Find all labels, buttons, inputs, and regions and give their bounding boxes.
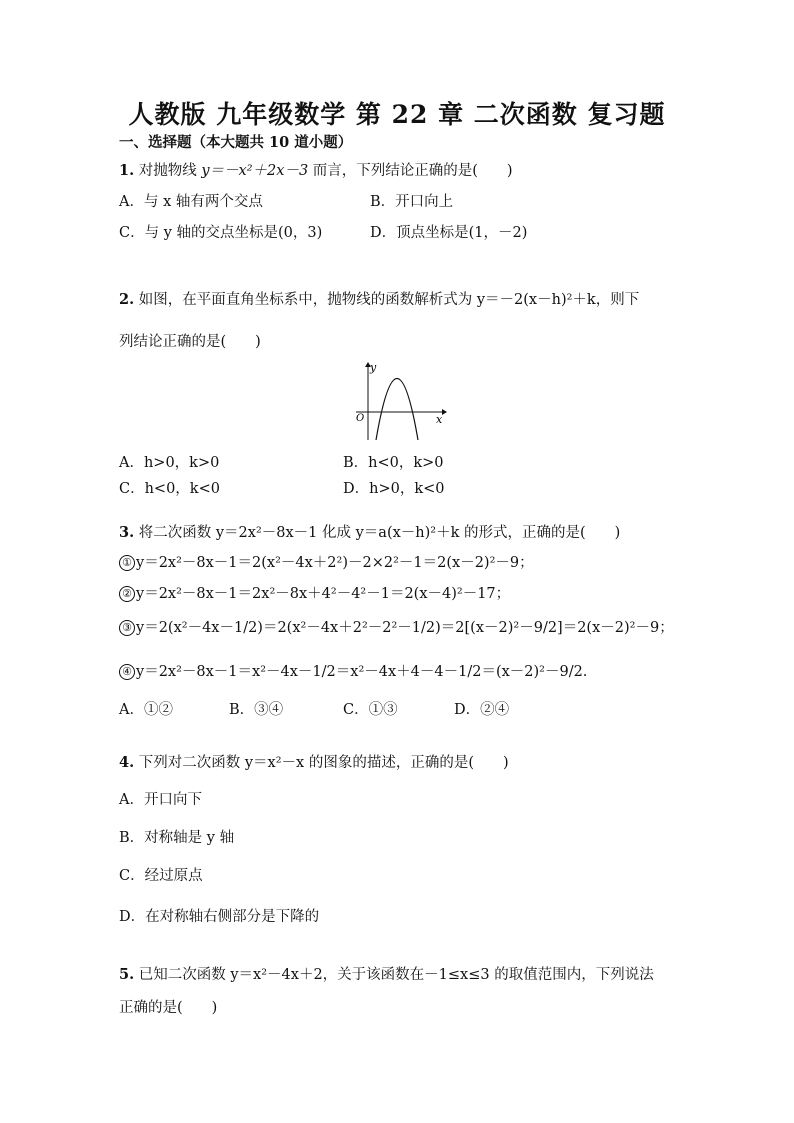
graph-origin-label: O: [356, 413, 365, 424]
q3-stem: [119, 521, 620, 542]
q1-option-d: D．顶点坐标是(1，－2): [370, 225, 528, 241]
q3-line-4: y＝2x²－8x－1＝x²－4x－1/2＝x²－4x＋4－4－1/2＝(x－2)²－9/2.: [136, 664, 588, 680]
q2-option-b: B．h<0，k>0: [343, 455, 444, 471]
section-heading: 一、选择题（本大题共 10 道小题）: [119, 134, 353, 151]
graph-x-label: x: [436, 413, 443, 426]
q3-line-2: y＝2x²－8x－1＝2x²－8x＋4²－4²－1＝2(x－4)²－17；: [136, 586, 511, 602]
q2-stem-line2: 列结论正确的是( ): [119, 334, 261, 350]
q1-option-a: A．与 x 轴有两个交点: [119, 194, 263, 210]
q2-stem-text: 如图，在平面直角坐标系中，抛物线的函数解析式为 y＝－2(x－h)²＋k，则下: [138, 292, 640, 308]
q4-option-c: C．经过原点: [119, 868, 203, 884]
parabola-curve: [376, 379, 418, 441]
q3-derivation-1: [119, 551, 534, 572]
graph-y-label: y: [370, 361, 377, 374]
q4-number: 4.: [119, 754, 135, 771]
q3-marker-3: ③: [119, 620, 135, 636]
q3-marker-2: ②: [119, 586, 135, 602]
q3-line-1: y＝2x²－8x－1＝2(x²－4x＋2²)－2×2²－1＝2(x－2)²－9；: [136, 555, 534, 571]
q3-number: 3.: [119, 524, 135, 541]
q2-option-c: C．h<0，k<0: [119, 481, 220, 497]
x-axis-arrow-icon: [442, 409, 447, 415]
q5-number: 5.: [119, 966, 135, 983]
q4-stem: [119, 751, 509, 772]
q3-option-c: C．①③: [343, 702, 398, 718]
q3-derivation-3: [119, 616, 674, 637]
q3-marker-4: ④: [119, 664, 135, 680]
q3-marker-1: ①: [119, 555, 135, 571]
q1-text-a: 对抛物线: [138, 163, 202, 179]
q1-stem: [119, 159, 513, 180]
q3-line-3: y＝2(x²－4x－1/2)＝2(x²－4x＋2²－2²－1/2)＝2[(x－2)²－9/2]＝2(x－2)²－9；: [136, 620, 674, 636]
q2-option-d: D．h>0，k<0: [343, 481, 445, 497]
q2-stem-line1: [119, 288, 639, 309]
q2-option-a: A．h>0，k>0: [119, 455, 220, 471]
q4-option-a: A．开口向下: [119, 792, 202, 808]
q2-number: 2.: [119, 291, 135, 308]
q3-option-b: B．③④: [229, 702, 284, 718]
q4-stem-text: 下列对二次函数 y＝x²－x 的图象的描述，正确的是( ): [138, 755, 509, 771]
q4-option-d: D．在对称轴右侧部分是下降的: [119, 909, 320, 925]
q2-parabola-graph: [348, 358, 448, 444]
q3-derivation-2: [119, 582, 510, 603]
q4-option-b: B．对称轴是 y 轴: [119, 830, 235, 846]
q1-number: 1.: [119, 162, 135, 179]
q5-stem-line1: [119, 963, 654, 984]
q3-derivation-4: [119, 660, 587, 681]
q5-stem-text: 已知二次函数 y＝x²－4x＋2，关于该函数在－1≤x≤3 的取值范围内，下列说法: [138, 967, 654, 983]
q1-option-c: C．与 y 轴的交点坐标是(0，3): [119, 225, 323, 241]
q3-option-a: A．①②: [119, 702, 173, 718]
q1-expression: y＝－x²＋2x－3: [201, 163, 309, 179]
q1-option-b: B．开口向上: [370, 194, 454, 210]
q3-stem-text: 将二次函数 y＝2x²－8x－1 化成 y＝a(x－h)²＋k 的形式，正确的是( ): [138, 525, 621, 541]
q3-option-d: D．②④: [454, 702, 510, 718]
page-title: 人教版 九年级数学 第 22 章 二次函数 复习题: [128, 100, 666, 129]
q1-text-b: 而言，下列结论正确的是( ): [308, 163, 513, 179]
q5-stem-line2: 正确的是( ): [119, 1000, 218, 1016]
